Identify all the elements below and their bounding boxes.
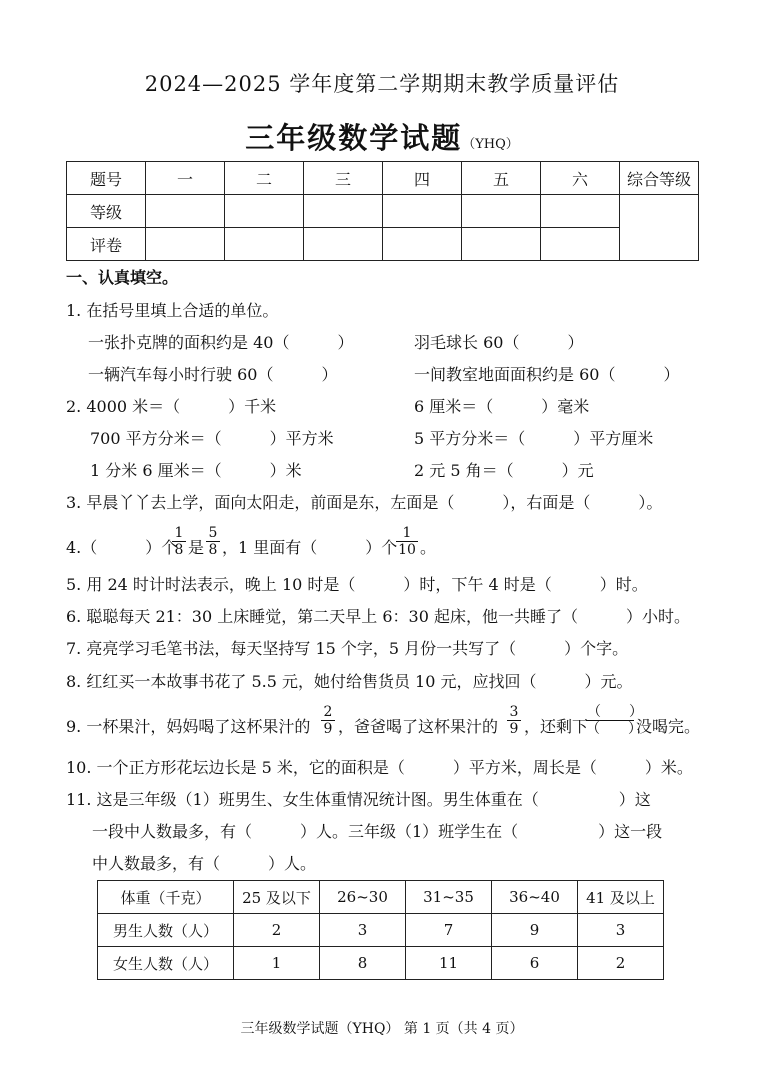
question-11-line-3: 中人数最多，有（ ）人。 (92, 854, 317, 873)
question-11-line-1: 11. 这是三年级（1）班男生、女生体重情况统计图。男生体重在（ ）这 (66, 790, 651, 809)
question-9-part-4: 没喝完。 (636, 717, 701, 736)
table-cell: 7 (406, 914, 492, 947)
section-title: 一、认真填空。 (66, 268, 179, 287)
score-cell[interactable] (383, 228, 462, 261)
exam-title: 2024—2025 学年度第二学期期末教学质量评估 (144, 72, 620, 96)
exam-subtitle (0, 116, 764, 157)
score-cell[interactable] (225, 228, 304, 261)
fraction-denominator: 8 (208, 542, 218, 558)
fraction-denominator: 8 (174, 542, 184, 558)
score-table-row (67, 228, 699, 261)
weight-header-cell: 25 及以下 (234, 881, 320, 914)
question-6: 6. 聪聪每天 21：30 上床睡觉，第二天早上 6：30 起床，他一共睡了（ ）小时。 (66, 607, 690, 626)
overall-grade-cell[interactable] (620, 195, 699, 261)
question-9-part-3: ，还剩下 (524, 717, 589, 736)
weight-header-cell: 41 及以上 (578, 881, 664, 914)
table-cell: 1 (234, 947, 320, 980)
question-10: 10. 一个正方形花坛边长是 5 米，它的面积是（ ）平方米，周长是（ ）米。 (66, 758, 693, 777)
weight-header-cell: 26~30 (320, 881, 406, 914)
score-cell[interactable] (146, 228, 225, 261)
page-footer: 三年级数学试题（YHQ） 第 1 页（共 4 页） (240, 1021, 524, 1037)
weight-header-cell: 31~35 (406, 881, 492, 914)
question-1a: 一张扑克牌的面积约是 40（ ） (88, 333, 354, 352)
fraction-denominator: 9 (509, 721, 519, 737)
score-table-row (67, 195, 699, 228)
score-cell[interactable] (304, 195, 383, 228)
fraction-blank[interactable] (586, 704, 643, 737)
fraction-numerator-blank: （ ） (587, 704, 643, 720)
table-cell: 2 (578, 947, 664, 980)
question-4-part-1: 4.（ ）个 (66, 538, 178, 557)
score-cell[interactable] (541, 228, 620, 261)
question-7: 7. 亮亮学习毛笔书法，每天坚持写 15 个字，5 月份一共写了（ ）个字。 (66, 639, 629, 658)
question-2f: 2 元 5 角＝（ ）元 (414, 461, 594, 480)
score-table-header-row (67, 162, 699, 195)
subtitle-code: （YHQ） (462, 137, 519, 152)
score-row-label: 评卷 (67, 228, 146, 261)
question-2c: 700 平方分米＝（ ）平方米 (90, 429, 334, 448)
question-9-part-1: 9. 一杯果汁，妈妈喝了这杯果汁的 (66, 717, 311, 736)
table-cell: 9 (492, 914, 578, 947)
table-cell: 8 (320, 947, 406, 980)
question-2a: 2. 4000 米＝（ ）千米 (66, 397, 277, 416)
fraction-numerator: 5 (206, 525, 220, 542)
table-row (98, 914, 664, 947)
fraction-numerator: 3 (507, 704, 521, 721)
fraction-2-9 (321, 704, 335, 737)
table-cell: 3 (320, 914, 406, 947)
score-cell[interactable] (462, 228, 541, 261)
question-8: 8. 红红买一本故事书花了 5.5 元，她付给售货员 10 元，应找回（ ）元。 (66, 672, 633, 691)
fraction-denominator: 9 (323, 721, 333, 737)
score-header-cell: 三 (304, 162, 383, 195)
weight-header-cell: 体重（千克） (98, 881, 234, 914)
question-11-line-2: 一段中人数最多，有（ ）人。三年级（1）班学生在（ ）这一段 (92, 822, 663, 841)
score-table (66, 161, 699, 261)
score-header-cell: 四 (383, 162, 462, 195)
question-2e: 1 分米 6 厘米＝（ ）米 (90, 461, 302, 480)
score-cell[interactable] (225, 195, 304, 228)
score-header-cell: 综合等级 (620, 162, 699, 195)
question-4-part-4: 。 (420, 538, 437, 557)
question-3: 3. 早晨丫丫去上学，面向太阳走，前面是东，左面是（ ），右面是（ ）。 (66, 493, 663, 512)
question-4-part-3: ，1 里面有（ ）个 (222, 538, 398, 557)
score-row-label: 等级 (67, 195, 146, 228)
score-header-cell: 五 (462, 162, 541, 195)
score-cell[interactable] (541, 195, 620, 228)
question-1d: 一间教室地面面积约是 60（ ） (414, 365, 680, 384)
fraction-1-8 (172, 525, 186, 558)
question-9-part-2: ，爸爸喝了这杯果汁的 (338, 717, 499, 736)
question-2b: 6 厘米＝（ ）毫米 (414, 397, 590, 416)
question-1b: 羽毛球长 60（ ） (414, 333, 584, 352)
score-header-cell: 题号 (67, 162, 146, 195)
fraction-5-8 (206, 525, 220, 558)
table-cell: 11 (406, 947, 492, 980)
score-header-cell: 二 (225, 162, 304, 195)
weight-table-header-row (98, 881, 664, 914)
question-1c: 一辆汽车每小时行驶 60（ ） (88, 365, 338, 384)
fraction-3-9 (507, 704, 521, 737)
weight-table (97, 880, 664, 980)
score-cell[interactable] (462, 195, 541, 228)
fraction-denominator: 10 (398, 542, 416, 558)
fraction-numerator: 2 (321, 704, 335, 721)
fraction-numerator: 1 (396, 525, 418, 542)
question-2d: 5 平方分米＝（ ）平方厘米 (414, 429, 654, 448)
table-cell: 男生人数（人） (98, 914, 234, 947)
table-cell: 3 (578, 914, 664, 947)
fraction-denominator-blank: （ ） (586, 721, 642, 737)
question-4-part-2: 是 (188, 538, 205, 557)
weight-header-cell: 36~40 (492, 881, 578, 914)
table-row (98, 947, 664, 980)
score-cell[interactable] (146, 195, 225, 228)
question-5: 5. 用 24 时计时法表示，晚上 10 时是（ ）时，下午 4 时是（ ）时。 (66, 575, 648, 594)
score-header-cell: 六 (541, 162, 620, 195)
table-cell: 女生人数（人） (98, 947, 234, 980)
score-cell[interactable] (383, 195, 462, 228)
subtitle-text: 三年级数学试题 (245, 121, 463, 155)
fraction-numerator: 1 (172, 525, 186, 542)
question-1-stem: 1. 在括号里填上合适的单位。 (66, 301, 279, 320)
table-cell: 6 (492, 947, 578, 980)
fraction-1-10 (396, 525, 418, 558)
score-header-cell: 一 (146, 162, 225, 195)
table-cell: 2 (234, 914, 320, 947)
score-cell[interactable] (304, 228, 383, 261)
